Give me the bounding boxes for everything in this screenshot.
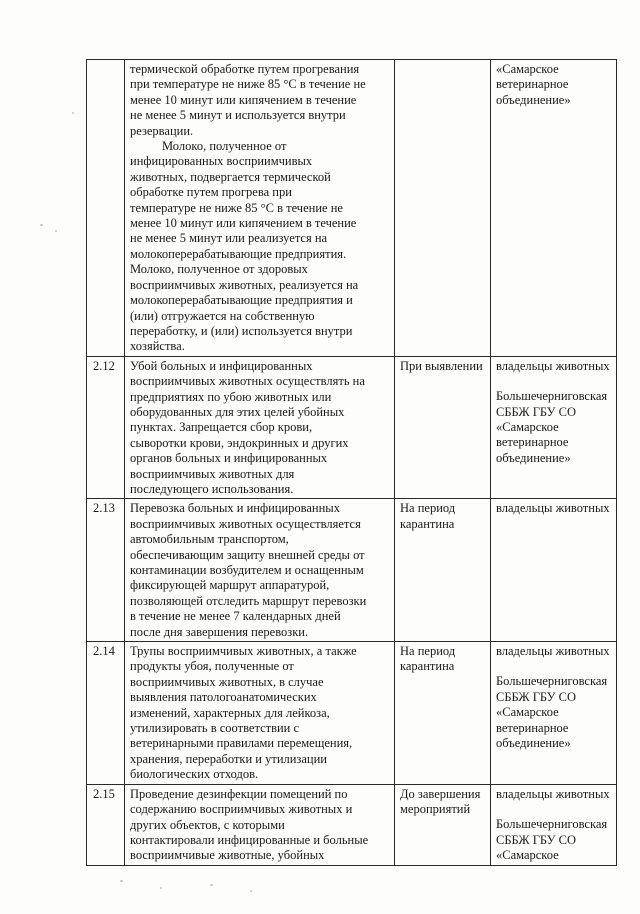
table-row	[87, 356, 617, 499]
responsible-cell	[491, 784, 617, 865]
scan-speck	[120, 880, 123, 882]
description-paragraph: Молоко, полученное от инфицированных восприимчивых животных, подвергается термической обработке путем прогрева при температуре не ниже 85 °С в течение не менее 10 минут или кипячением в течение не менее 5 минут или реализуется на молокоперерабатывающие предприятия. Молоко, полученное от здоровых восприимчивых животных, реализуется на молокоперерабатывающие предприятия и (или) отгружается на собственную переработку, и (или) используется внутри хозяйства.	[130, 139, 359, 354]
responsible-organization: Большечерниговская СББЖ ГБУ СО «Самарское ветеринарное объединение»	[496, 389, 608, 465]
responsible-owners: владельцы животных	[496, 644, 610, 659]
description-text: Перевозка больных и инфицированных восприимчивых животных осуществляется автомобильным транспортом, обеспечивающим защиту внешней среды от контаминации возбудителем и оснащенным фиксирующей маршрут аппаратурой, позволяющей отследить маршрут перевозки в течение не менее 7 календарных дней после дня завершения перевозки.	[130, 501, 367, 639]
table-row	[87, 60, 617, 357]
measures-table	[86, 59, 617, 866]
row-number	[87, 60, 125, 357]
measure-description	[125, 642, 395, 785]
responsible-organization: Большечерниговская СББЖ ГБУ СО «Самарское ветеринарное объединение»	[496, 674, 608, 751]
term-cell	[395, 499, 491, 642]
measure-description	[125, 356, 395, 499]
responsible-text: «Самарское ветеринарное объединение»	[496, 62, 571, 107]
responsible-owners: владельцы животных	[496, 786, 610, 801]
term-cell	[395, 356, 491, 499]
term-text: При выявлении	[400, 358, 483, 373]
responsible-cell	[491, 356, 617, 499]
responsible-cell	[491, 642, 617, 785]
scan-speck	[210, 884, 213, 886]
row-number: 2.12	[87, 356, 125, 499]
scan-speck	[160, 887, 162, 889]
responsible-organization: Большечерниговская СББЖ ГБУ СО «Самарское	[496, 817, 608, 862]
description-paragraph: термической обработке путем прогревания при температуре не ниже 85 °С в течение не менее 10 минут или кипячением в течение не менее 5 минут и используется внутри резервации.	[130, 62, 366, 138]
table-row	[87, 499, 617, 642]
measure-description	[125, 784, 395, 865]
term-text: На период карантина	[400, 501, 456, 531]
measure-description	[125, 499, 395, 642]
scan-speck	[40, 224, 43, 226]
term-text: На период карантина	[400, 644, 456, 674]
row-number: 2.14	[87, 642, 125, 785]
responsible-cell	[491, 60, 617, 357]
description-text: Проведение дезинфекции помещений по содержанию восприимчивых животных и других объектов, с которыми контактировали инфицированные и больные восприимчивые животные, убойных	[130, 786, 369, 863]
scan-speck	[250, 890, 252, 892]
term-cell	[395, 60, 491, 357]
term-text: До завершения мероприятий	[400, 786, 481, 817]
responsible-owners: владельцы животных	[496, 358, 610, 373]
row-number: 2.15	[87, 784, 125, 865]
scan-speck	[72, 112, 74, 114]
responsible-owners: владельцы животных	[496, 501, 610, 516]
measure-description	[125, 60, 395, 357]
scan-speck	[55, 230, 57, 232]
description-text: Убой больных и инфицированных восприимчивых животных осуществлять на предприятиях по убою животных или оборудованных для этих целей убойных пунктах. Запрещается сбор крови, сыворотки крови, эндокринных и других органов больных и инфицированных восприимчивых животных для последующего использования.	[130, 358, 365, 496]
table-row	[87, 642, 617, 785]
table-row	[87, 784, 617, 865]
description-text: Трупы восприимчивых животных, а также продукты убоя, полученные от восприимчивых животных, в случае выявления патологоанатомических изменений, характерных для лейкоза, утилизировать в соответствии с ветеринарными правилами перемещения, хранения, переработки и утилизации биологических отходов.	[130, 644, 357, 782]
row-number: 2.13	[87, 499, 125, 642]
term-cell	[395, 642, 491, 785]
term-cell	[395, 784, 491, 865]
responsible-cell	[491, 499, 617, 642]
